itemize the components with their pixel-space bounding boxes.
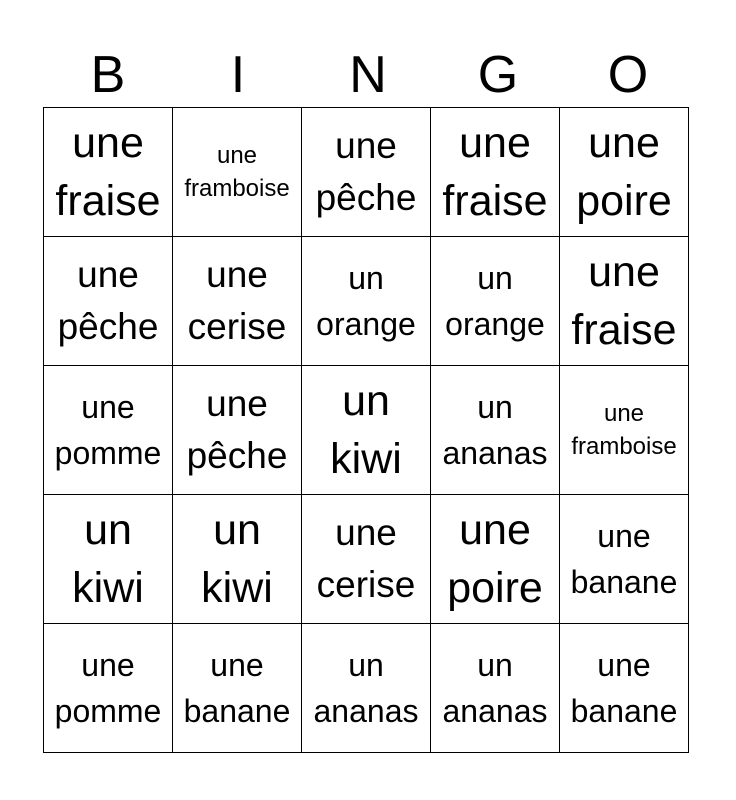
cell-word: ananas (442, 435, 548, 471)
cell-word: banane (570, 693, 678, 729)
bingo-cell[interactable] (173, 237, 302, 366)
cell-word: ananas (313, 693, 419, 729)
cell-article: une (81, 647, 135, 683)
cell-word: ananas (442, 693, 548, 729)
bingo-header (43, 44, 693, 106)
cell-article: une (597, 647, 651, 683)
cell-word: poire (447, 564, 543, 612)
cell-article: une (588, 119, 660, 167)
cell-word: kiwi (330, 435, 402, 483)
cell-word: banane (183, 693, 291, 729)
cell-word: banane (570, 564, 678, 600)
cell-word: pomme (54, 693, 162, 729)
bingo-cell[interactable] (302, 495, 431, 624)
bingo-grid (43, 107, 689, 753)
cell-article: une (603, 400, 645, 427)
bingo-cell[interactable] (431, 366, 560, 495)
cell-article: une (459, 119, 531, 167)
header-letter-i: I (230, 46, 246, 104)
cell-article: un (348, 260, 384, 296)
bingo-cell[interactable] (302, 237, 431, 366)
cell-article: un (84, 506, 132, 554)
cell-word: orange (445, 306, 545, 342)
bingo-cell[interactable] (560, 108, 689, 237)
cell-article: un (477, 260, 513, 296)
cell-word: pêche (186, 435, 288, 476)
bingo-row (44, 624, 689, 753)
header-letter-b: B (90, 46, 126, 104)
bingo-cell[interactable] (560, 624, 689, 753)
bingo-row (44, 108, 689, 237)
bingo-cell[interactable] (560, 495, 689, 624)
cell-word: fraise (442, 177, 548, 225)
cell-article: une (72, 119, 144, 167)
bingo-cell[interactable] (431, 237, 560, 366)
cell-article: une (210, 647, 264, 683)
cell-word: fraise (55, 177, 161, 225)
bingo-cell[interactable] (431, 624, 560, 753)
cell-word: framboise (184, 175, 290, 202)
cell-article: une (216, 142, 258, 169)
cell-article: une (335, 512, 397, 553)
bingo-cell[interactable] (302, 624, 431, 753)
bingo-cell[interactable] (302, 108, 431, 237)
bingo-cell[interactable] (173, 624, 302, 753)
bingo-cell[interactable] (560, 366, 689, 495)
cell-word: pomme (54, 435, 162, 471)
header-letter-o: O (607, 46, 649, 104)
cell-word: pêche (57, 306, 159, 347)
header-letter-n: N (349, 46, 387, 104)
cell-word: cerise (316, 564, 416, 605)
bingo-cell[interactable] (44, 366, 173, 495)
bingo-cell[interactable] (44, 237, 173, 366)
bingo-cell[interactable] (560, 237, 689, 366)
cell-word: orange (316, 306, 416, 342)
cell-word: fraise (571, 306, 677, 354)
cell-article: une (597, 518, 651, 554)
cell-word: framboise (571, 433, 677, 460)
bingo-cell[interactable] (431, 495, 560, 624)
bingo-cell[interactable] (44, 108, 173, 237)
cell-article: une (77, 254, 139, 295)
bingo-cell[interactable] (173, 366, 302, 495)
cell-article: une (81, 389, 135, 425)
bingo-row (44, 495, 689, 624)
cell-article: une (206, 383, 268, 424)
cell-article: un (348, 647, 384, 683)
cell-article: une (335, 125, 397, 166)
bingo-cell[interactable] (173, 108, 302, 237)
cell-word: pêche (315, 177, 417, 218)
cell-article: un (477, 647, 513, 683)
bingo-cell[interactable] (173, 495, 302, 624)
cell-word: kiwi (72, 564, 144, 612)
cell-word: cerise (187, 306, 287, 347)
cell-article: une (459, 506, 531, 554)
bingo-cell[interactable] (44, 495, 173, 624)
cell-word: kiwi (201, 564, 273, 612)
cell-article: une (588, 248, 660, 296)
cell-article: une (206, 254, 268, 295)
bingo-cell[interactable] (431, 108, 560, 237)
cell-article: un (342, 377, 390, 425)
bingo-row (44, 237, 689, 366)
bingo-row (44, 366, 689, 495)
cell-word: poire (576, 177, 672, 225)
bingo-cell[interactable] (302, 366, 431, 495)
cell-article: un (477, 389, 513, 425)
bingo-cell[interactable] (44, 624, 173, 753)
header-letter-g: G (477, 46, 519, 104)
cell-article: un (213, 506, 261, 554)
